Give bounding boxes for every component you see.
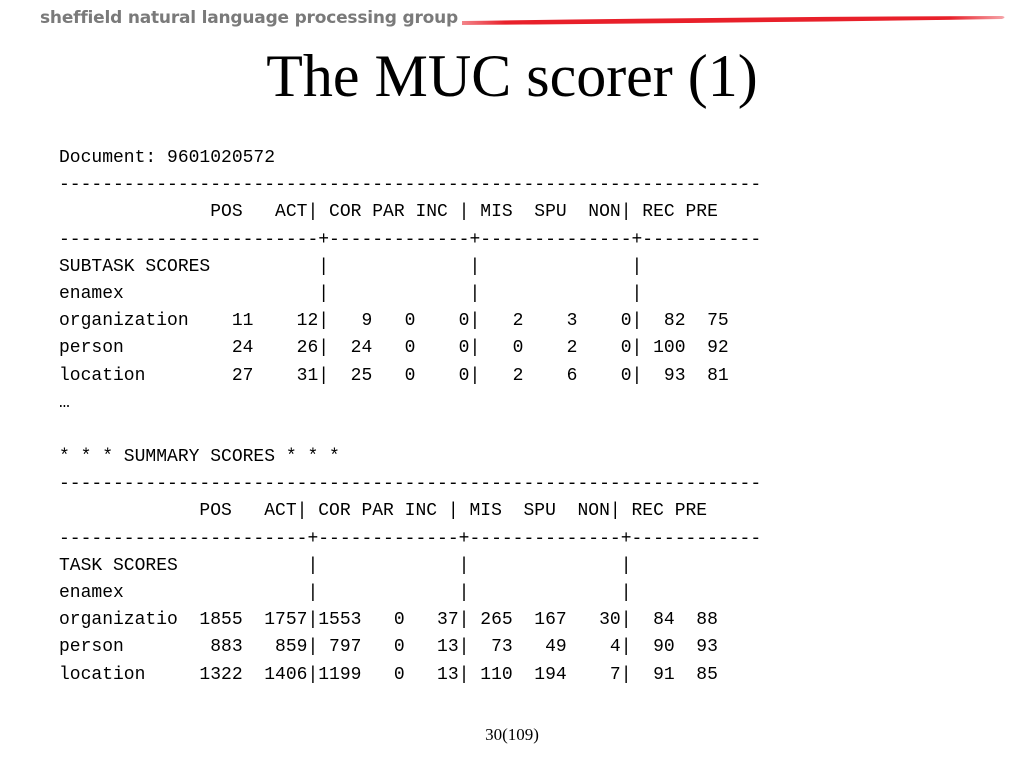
ellipsis-line: …: [59, 392, 70, 413]
table-header-row: POS ACT| COR PAR INC | MIS SPU NON| REC PRE: [59, 202, 718, 223]
table-row: organization 11 12| 9 0 0| 2 3 0| 82 75: [59, 311, 729, 332]
page-number: 30(109): [485, 725, 539, 744]
section-label-row: TASK SCORES | | |: [59, 555, 632, 576]
table-row: person 883 859| 797 0 13| 73 49 4| 90 93: [59, 637, 718, 658]
summary-heading: * * * SUMMARY SCORES * * *: [59, 447, 340, 468]
table-row: person 24 26| 24 0 0| 0 2 0| 100 92: [59, 338, 729, 359]
separator-line: -----------------------------------------------------------------: [59, 474, 762, 495]
table-row: location 1322 1406|1199 0 13| 110 194 7| 91 85: [59, 664, 718, 685]
separator-line: -----------------------+-------------+--------------+------------: [59, 528, 762, 549]
slide-title: The MUC scorer (1): [266, 43, 758, 109]
category-label-row: enamex | | |: [59, 283, 643, 304]
table-row: location 27 31| 25 0 0| 2 6 0| 93 81: [59, 365, 729, 386]
header-logo: sheffield natural language processing group: [40, 8, 458, 28]
category-label-row: enamex | | |: [59, 583, 632, 603]
separator-line: ------------------------+-------------+--------------+-----------: [59, 229, 762, 250]
header-accent-bar: [462, 12, 1007, 26]
blank-line: [59, 417, 761, 444]
table-header-row: POS ACT| COR PAR INC | MIS SPU NON| REC PRE: [59, 501, 708, 522]
document-id-line: Document: 9601020572: [59, 148, 276, 168]
section-label-row: SUBTASK SCORES | | |: [59, 256, 643, 277]
separator-line: -----------------------------------------------------------------: [59, 175, 762, 196]
table-row: organizatio 1855 1757|1553 0 37| 265 167 30| 84 88: [59, 610, 718, 631]
scorer-output: [59, 145, 761, 689]
